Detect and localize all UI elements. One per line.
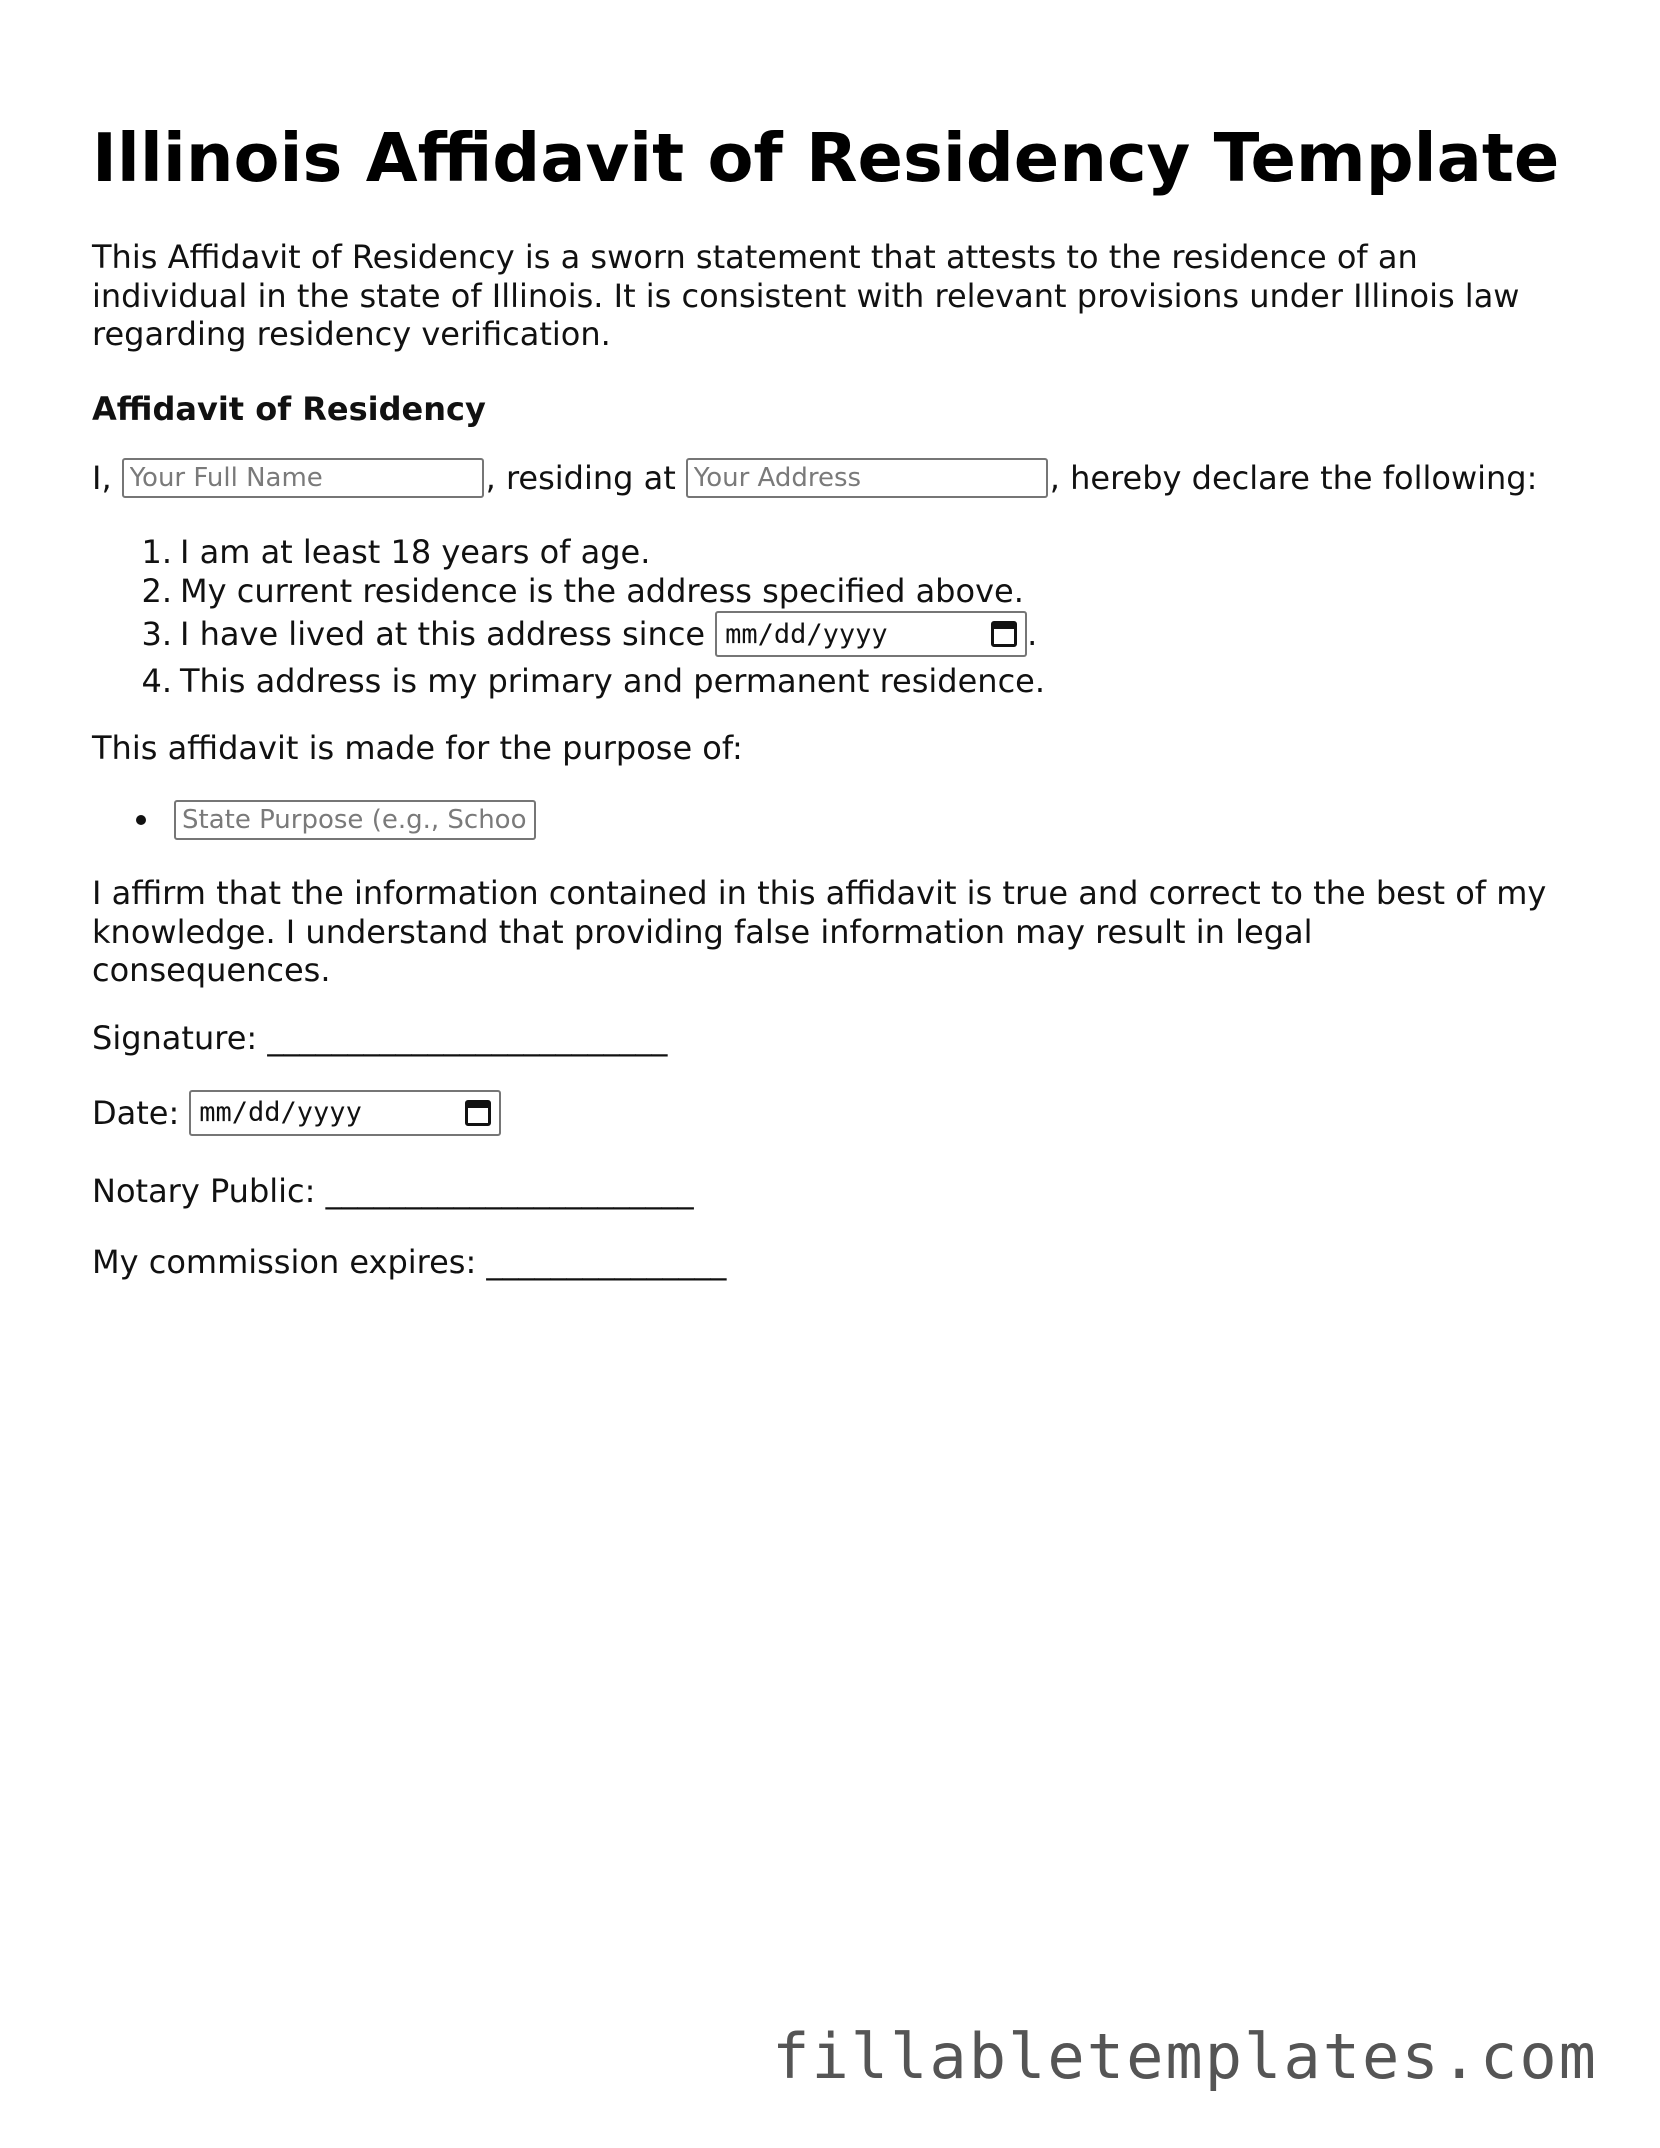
intro-paragraph — [92, 238, 1519, 354]
signature-date-input[interactable] — [189, 1090, 501, 1136]
purpose-bullet — [136, 800, 536, 840]
list-item — [132, 610, 1045, 658]
date-line — [92, 1090, 501, 1136]
list-number: 2. — [141, 571, 172, 610]
declaration-suffix: , hereby declare the following: — [1049, 458, 1538, 497]
residence-since-date-input[interactable] — [715, 611, 1027, 657]
declaration-middle: , residing at — [485, 458, 676, 497]
list-item — [132, 532, 1045, 571]
date-label: Date: — [92, 1093, 180, 1132]
signature-line: Signature: _________________________ — [92, 1019, 668, 1057]
declaration-prefix: I, — [92, 458, 112, 497]
list-number: 4. — [141, 661, 172, 700]
list-item — [132, 658, 1045, 703]
date-placeholder: mm/dd/yyyy — [725, 618, 888, 650]
list-number: 1. — [141, 532, 172, 571]
statement-text: I have lived at this address since — [180, 615, 706, 653]
purpose-label: This affidavit is made for the purpose of: — [92, 729, 743, 767]
notary-line: Notary Public: _______________________ — [92, 1172, 694, 1210]
section-heading: Affidavit of Residency — [92, 390, 486, 428]
statement-text: I am at least 18 years of age. — [180, 532, 651, 571]
calendar-icon[interactable] — [991, 621, 1017, 647]
address-input[interactable] — [686, 458, 1048, 498]
affirmation-paragraph — [92, 874, 1546, 990]
commission-line: My commission expires: _______________ — [92, 1243, 727, 1281]
statement-end: . — [1027, 615, 1038, 653]
list-number: 3. — [141, 615, 172, 653]
watermark: fillabletemplates.com — [772, 2020, 1598, 2093]
page-title: Illinois Affidavit of Residency Template — [92, 119, 1560, 197]
full-name-input[interactable] — [122, 458, 484, 498]
date-placeholder: mm/dd/yyyy — [199, 1096, 362, 1128]
affirm-line: knowledge. I understand that providing false information may result in legal — [92, 912, 1313, 951]
intro-line: This Affidavit of Residency is a sworn statement that attests to the residence of an — [92, 238, 1418, 276]
intro-line: regarding residency verification. — [92, 315, 611, 353]
statement-list — [132, 532, 1045, 703]
statement-text: This address is my primary and permanent residence. — [180, 661, 1046, 700]
calendar-icon[interactable] — [465, 1100, 491, 1126]
affirm-line: consequences. — [92, 951, 331, 989]
statement-text: My current residence is the address specified above. — [180, 571, 1024, 610]
intro-line: individual in the state of Illinois. It is consistent with relevant provisions under Illinois law — [92, 276, 1520, 315]
bullet-icon — [136, 815, 146, 825]
list-item — [132, 571, 1045, 610]
purpose-input[interactable] — [174, 800, 536, 840]
declaration-line — [92, 458, 1537, 498]
affirm-line: I affirm that the information contained in this affidavit is true and correct to the best of my — [92, 874, 1547, 912]
